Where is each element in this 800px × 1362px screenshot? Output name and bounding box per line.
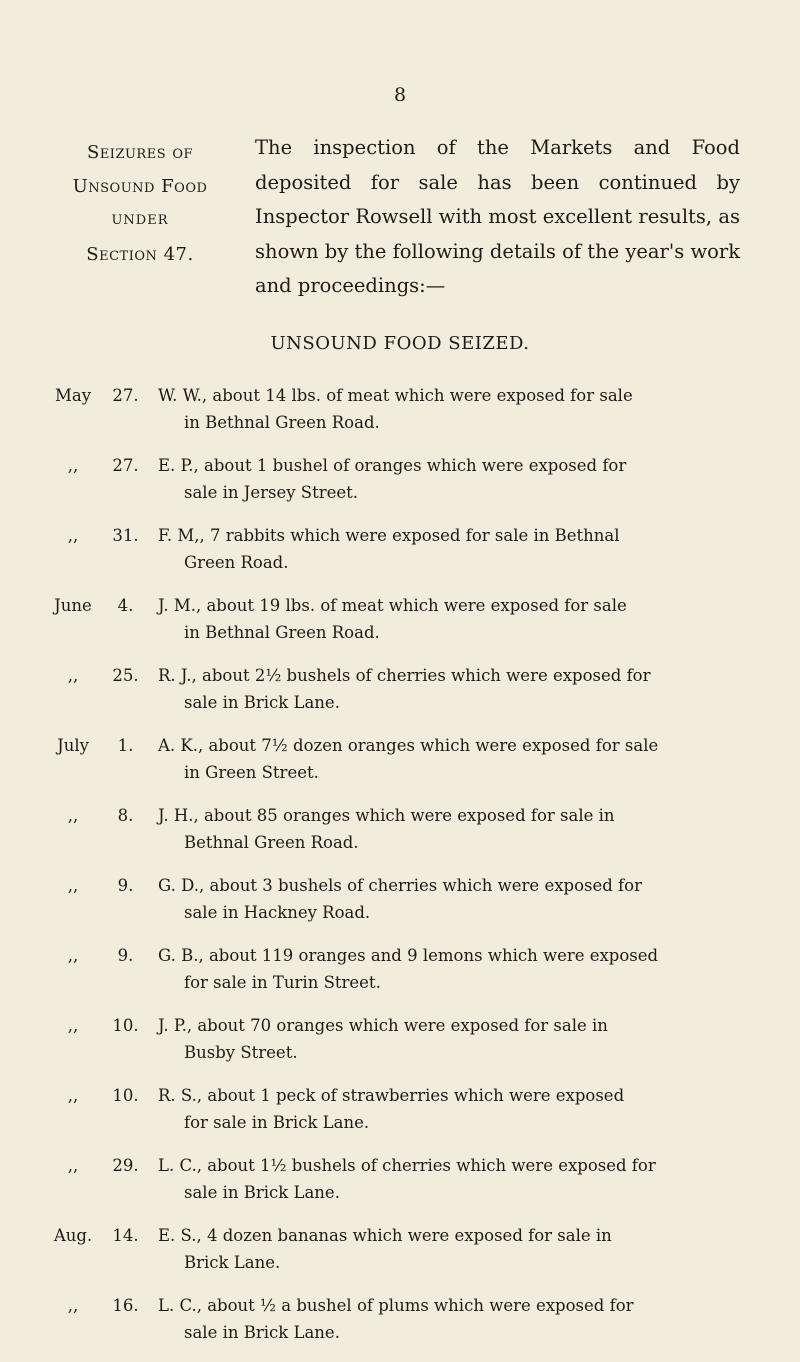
entry-text <box>158 1292 740 1346</box>
seizure-entry <box>0 1082 800 1152</box>
entry-month: ,, <box>67 1296 79 1315</box>
entry-text <box>158 942 740 996</box>
entry-text-line-1: F. M,, 7 rabbits which were exposed for sale in Bethnal <box>158 526 620 545</box>
entry-month: June <box>54 596 92 615</box>
page-number: 8 <box>393 84 407 106</box>
entry-day: 29. <box>112 1156 139 1175</box>
entry-text-line-2: sale in Brick Lane. <box>184 1183 340 1202</box>
entry-month: May <box>54 386 92 405</box>
entry-text <box>158 732 740 786</box>
entry-month: ,, <box>67 1016 79 1035</box>
entry-text-line-2: sale in Brick Lane. <box>184 693 340 712</box>
intro-paragraph: The inspection of the Markets and Food deposited for sale has been continued by Inspector Rowsell with most excellent results, as shown by the following details of the year's work and proceedings:— <box>255 136 741 297</box>
entry-text-line-2: Busby Street. <box>184 1043 298 1062</box>
seizure-entry <box>0 522 800 592</box>
entry-text-line-1: L. C., about ½ a bushel of plums which were exposed for <box>158 1296 634 1315</box>
entry-day: 10. <box>112 1086 139 1105</box>
entry-text <box>158 382 740 436</box>
side-heading-line-3: UNDER <box>111 213 169 228</box>
entry-month: ,, <box>67 806 79 825</box>
seizure-entry <box>0 942 800 1012</box>
entry-text <box>158 662 740 716</box>
seizure-entry <box>0 592 800 662</box>
entry-day: 10. <box>112 1016 139 1035</box>
seizure-entry <box>0 452 800 522</box>
entry-text-line-1: W. W., about 14 lbs. of meat which were exposed for sale <box>158 386 633 405</box>
entry-text <box>158 592 740 646</box>
entry-month: July <box>57 736 89 755</box>
entry-day: 9. <box>117 946 134 965</box>
entry-text-line-1: R. J., about 2½ bushels of cherries which were exposed for <box>158 666 651 685</box>
entry-month: ,, <box>67 876 79 895</box>
entry-text-line-2: sale in Brick Lane. <box>184 1323 340 1342</box>
entry-day: 9. <box>117 876 134 895</box>
entry-day: 16. <box>112 1296 139 1315</box>
entry-text-line-2: in Green Street. <box>184 763 319 782</box>
entry-text-line-1: A. K., about 7½ dozen oranges which were exposed for sale <box>158 736 659 755</box>
entry-text-line-1: G. D., about 3 bushels of cherries which were exposed for <box>158 876 642 895</box>
seizure-entry <box>0 1152 800 1222</box>
entry-text-line-2: Bethnal Green Road. <box>184 833 359 852</box>
entry-text-line-1: J. H., about 85 oranges which were exposed for sale in <box>158 806 615 825</box>
entry-text-line-2: for sale in Turin Street. <box>184 973 381 992</box>
entry-text-line-1: L. C., about 1½ bushels of cherries which were exposed for <box>158 1156 656 1175</box>
seizure-entry <box>0 662 800 732</box>
seizure-entry <box>0 802 800 872</box>
entry-text <box>158 522 740 576</box>
entry-text-line-1: J. P., about 70 oranges which were exposed for sale in <box>158 1016 608 1035</box>
side-heading-line-1: Seizures of <box>86 142 194 163</box>
entry-day: 27. <box>112 386 139 405</box>
entry-text <box>158 1222 740 1276</box>
section-title: UNSOUND FOOD SEIZED. <box>270 333 530 354</box>
entry-text-line-1: E. P., about 1 bushel of oranges which were exposed for <box>158 456 627 475</box>
entry-month: ,, <box>67 456 79 475</box>
entry-text-line-2: sale in Hackney Road. <box>184 903 371 922</box>
entry-text <box>158 1012 740 1066</box>
entry-text-line-2: Brick Lane. <box>184 1253 281 1272</box>
entry-text <box>158 452 740 506</box>
entry-day: 8. <box>117 806 134 825</box>
entry-month: ,, <box>67 1156 79 1175</box>
entry-day: 25. <box>112 666 139 685</box>
seizure-entry <box>0 1222 800 1292</box>
seizure-entry <box>0 732 800 802</box>
entry-text <box>158 802 740 856</box>
side-heading-line-4: Section 47. <box>86 244 194 265</box>
entry-month: Aug. <box>53 1226 93 1245</box>
entry-month: ,, <box>67 526 79 545</box>
entry-text <box>158 1082 740 1136</box>
entry-text-line-1: E. S., 4 dozen bananas which were exposed for sale in <box>158 1226 612 1245</box>
entry-month: ,, <box>67 946 79 965</box>
side-heading-line-2: Unsound Food <box>72 176 208 197</box>
seizure-list <box>0 382 800 1362</box>
entry-month: ,, <box>67 666 79 685</box>
entry-text-line-2: in Bethnal Green Road. <box>184 623 380 642</box>
entry-day: 14. <box>112 1226 139 1245</box>
entry-day: 1. <box>117 736 134 755</box>
seizure-entry <box>0 382 800 452</box>
entry-day: 4. <box>117 596 134 615</box>
entry-text <box>158 872 740 926</box>
seizure-entry <box>0 1012 800 1082</box>
entry-day: 27. <box>112 456 139 475</box>
entry-text-line-1: J. M., about 19 lbs. of meat which were exposed for sale <box>158 596 627 615</box>
entry-day: 31. <box>112 526 139 545</box>
entry-text-line-1: R. S., about 1 peck of strawberries which were exposed <box>158 1086 625 1105</box>
entry-month: ,, <box>67 1086 79 1105</box>
entry-text <box>158 1152 740 1206</box>
side-heading <box>40 136 240 272</box>
entry-text-line-2: in Bethnal Green Road. <box>184 413 380 432</box>
entry-text-line-2: Green Road. <box>184 553 289 572</box>
entry-text-line-2: for sale in Brick Lane. <box>184 1113 370 1132</box>
seizure-entry <box>0 872 800 942</box>
seizure-entry <box>0 1292 800 1362</box>
entry-text-line-2: sale in Jersey Street. <box>184 483 359 502</box>
entry-text-line-1: G. B., about 119 oranges and 9 lemons which were exposed <box>158 946 659 965</box>
